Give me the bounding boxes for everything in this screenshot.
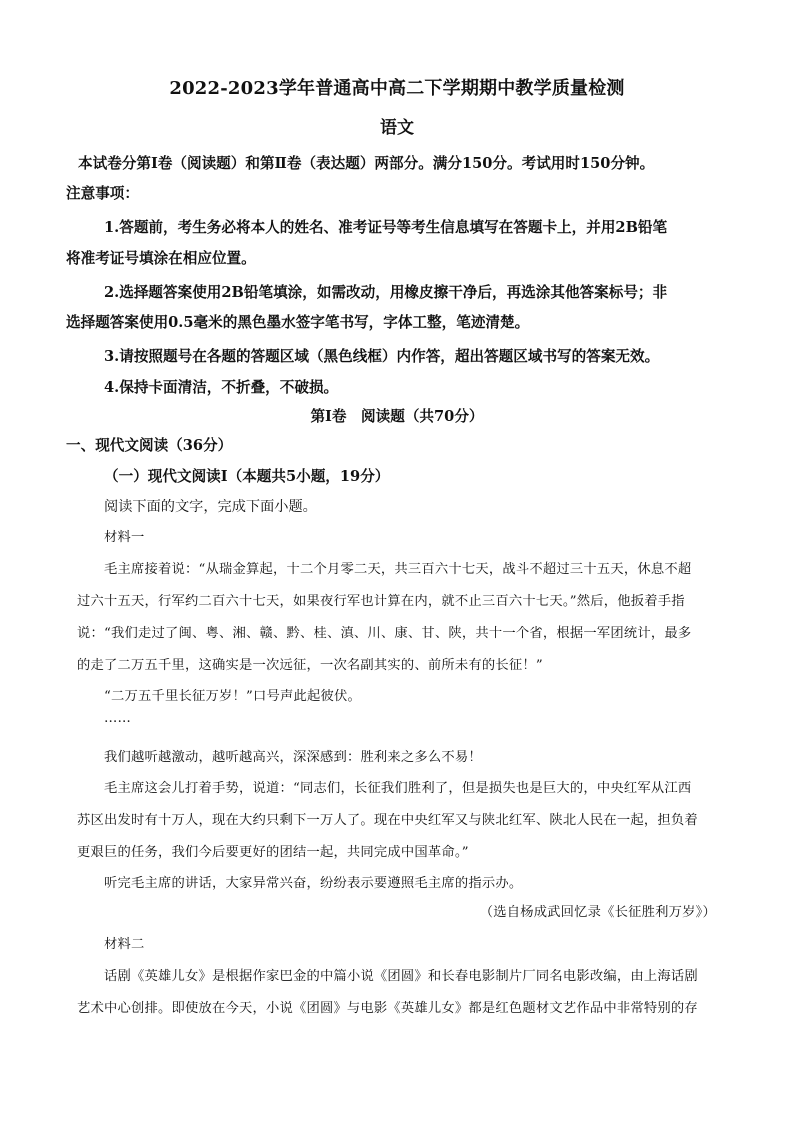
- material-1-paragraph-5: 听完毛主席的讲话，大家异常兴奋，纷纷表示要遵照毛主席的指示办。: [104, 876, 523, 891]
- note-2-line-1: 2.选择题答案使用2B铅笔填涂，如需改动，用橡皮擦干净后，再选涂其他答案标号；非: [104, 284, 668, 301]
- material-1-label: 材料一: [104, 530, 145, 545]
- material-1-source: （选自杨成武回忆录《长征胜利万岁》）: [479, 905, 716, 920]
- material-1-ellipsis: ……: [104, 711, 131, 726]
- note-4: 4.保持卡面清洁，不折叠，不破损。: [104, 379, 339, 396]
- subsection-1-heading: （一）现代文阅读Ⅰ（本题共5小题，19分）: [104, 468, 390, 485]
- note-1-line-1: 1.答题前，考生务必将本人的姓名、准考证号等考生信息填写在答题卡上，并用2B铅笔: [104, 219, 668, 236]
- material-1-paragraph-4-line-2: 苏区出发时有十万人，现在大约只剩下一万人了。现在中央红军又与陕北红军、陕北人民在一起，担负着: [77, 813, 698, 828]
- section-1-heading: 一、现代文阅读（36分）: [66, 437, 233, 454]
- material-2-label: 材料二: [104, 937, 145, 952]
- exam-title: 2022-2023学年普通高中高二下学期期中教学质量检测: [169, 78, 625, 99]
- exam-info: 本试卷分第Ⅰ卷（阅读题）和第Ⅱ卷（表达题）两部分。满分150分。考试用时150分钟。: [78, 155, 655, 172]
- material-2-paragraph-1-line-2: 艺术中心创排。即使放在今天，小说《团圆》与电影《英雄儿女》都是红色题材文艺作品中非常特别的存: [77, 1001, 698, 1016]
- notes-title: 注意事项：: [66, 185, 139, 202]
- material-2-paragraph-1-line-1: 话剧《英雄儿女》是根据作家巴金的中篇小说《团圆》和长春电影制片厂同名电影改编，由上海话剧: [104, 969, 698, 984]
- note-2-line-2: 选择题答案使用0.5毫米的黑色墨水签字笔书写，字体工整，笔迹清楚。: [66, 314, 530, 331]
- note-3: 3.请按照题号在各题的答题区域（黑色线框）内作答，超出答题区域书写的答案无效。: [104, 348, 660, 365]
- material-1-paragraph-1-line-4: 的走了二万五千里，这确实是一次远征，一次名副其实的、前所未有的长征！”: [77, 658, 543, 673]
- material-1-paragraph-1-line-3: 说：“我们走过了闽、粤、湘、赣、黔、桂、滇、川、康、甘、陕，共十一个省，根据一军团统计，最多: [77, 626, 692, 641]
- material-1-paragraph-2: “二万五千里长征万岁！”口号声此起彼伏。: [104, 689, 361, 704]
- part-1-heading: 第Ⅰ卷 阅读题（共70分）: [310, 408, 484, 425]
- note-1-line-2: 将准考证号填涂在相应位置。: [66, 250, 256, 267]
- reading-instruction: 阅读下面的文字，完成下面小题。: [104, 499, 317, 515]
- material-1-paragraph-4-line-1: 毛主席这会儿打着手势，说道：“同志们，长征我们胜利了，但是损失也是巨大的，中央红军从江西: [104, 781, 692, 796]
- material-1-paragraph-1-line-1: 毛主席接着说：“从瑞金算起，十二个月零二天，共三百六十七天，战斗不超过三十五天，休息不超: [104, 562, 692, 577]
- material-1-paragraph-3: 我们越听越激动，越听越高兴，深深感到：胜利来之多么不易！: [104, 750, 482, 765]
- subject-title: 语文: [380, 118, 414, 138]
- material-1-paragraph-1-line-2: 过六十五天，行军约二百六十七天，如果夜行军也计算在内，就不止三百六十七天。”然后，他扳着手指: [77, 594, 685, 609]
- material-1-paragraph-4-line-3: 更艰巨的任务，我们今后要更好的团结一起，共同完成中国革命。”: [77, 845, 469, 860]
